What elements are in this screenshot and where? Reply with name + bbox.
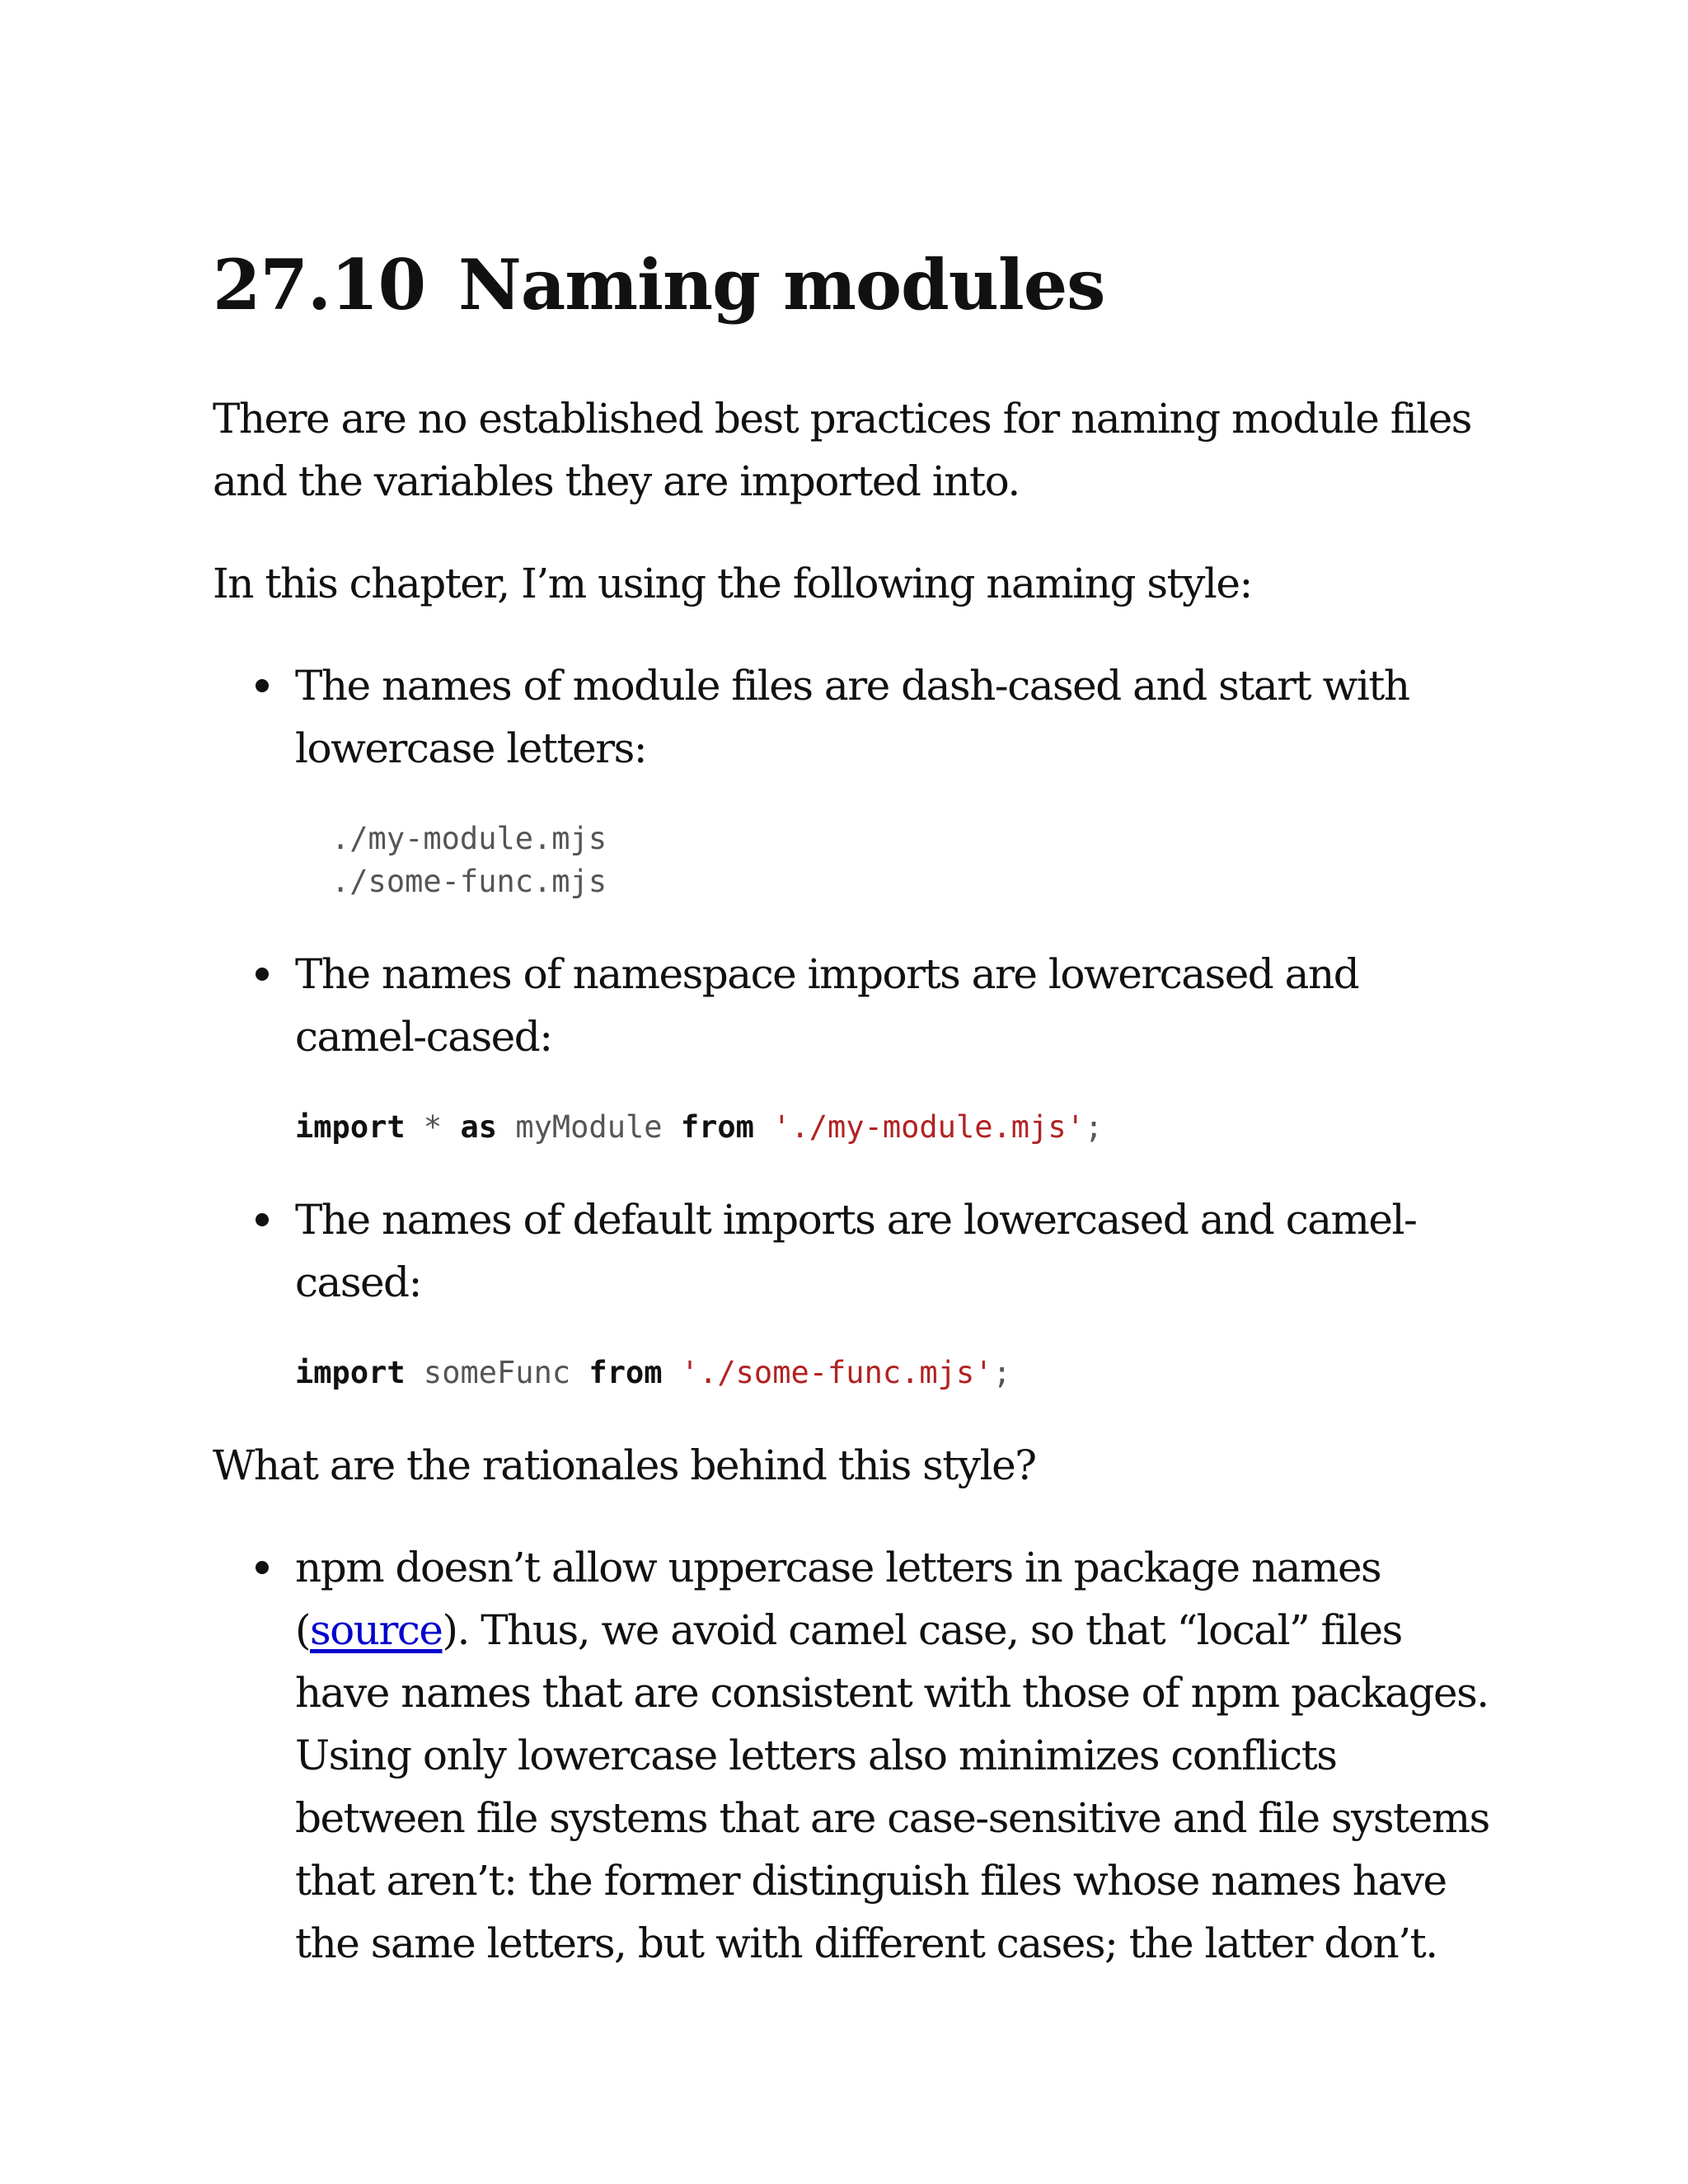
- code-identifier: someFunc: [405, 1355, 589, 1391]
- code-string: './my-module.mjs': [772, 1109, 1085, 1146]
- list-item: [213, 1536, 1498, 1975]
- code-space: [663, 1355, 681, 1390]
- code-operator: *: [405, 1109, 461, 1146]
- list-item: [213, 943, 1498, 1149]
- bullet-icon: [256, 968, 269, 981]
- source-link[interactable]: source: [310, 1606, 443, 1655]
- list-item: [213, 1188, 1498, 1394]
- code-keyword: import: [295, 1355, 406, 1391]
- code-punctuation: ;: [1084, 1109, 1104, 1146]
- code-line: ./some-func.mjs: [331, 864, 607, 900]
- bullet-icon: [256, 1213, 269, 1226]
- code-keyword: from: [588, 1355, 663, 1391]
- rationale-text-before-link: npm doesn’t allow uppercase letters in package names (: [295, 1544, 1381, 1655]
- code-keyword: as: [460, 1109, 498, 1146]
- document-page: [213, 244, 1498, 1975]
- bullet-icon: [256, 1561, 269, 1574]
- code-keyword: import: [295, 1109, 406, 1146]
- rationale-text-after-link: ). Thus, we avoid camel case, so that “local” files have names that are consistent with those of npm packages. Using only lowercase letters also minimizes conflicts between file systems that are case-sensitive and file systems that aren’t: the former distinguish files whose names have the same letters, but with different cases; the latter don’t.: [295, 1606, 1489, 1968]
- bullet-icon: [256, 679, 269, 692]
- code-block-default-import: [295, 1352, 1498, 1394]
- style-intro-paragraph: In this chapter, I’m using the following naming style:: [213, 560, 1252, 608]
- rule-text: The names of default imports are lowercased and camel-cased:: [295, 1196, 1417, 1307]
- rationales-list: [213, 1536, 1498, 1975]
- list-item: [213, 654, 1498, 903]
- rule-text: The names of module files are dash-cased and start with lowercase letters:: [295, 662, 1409, 773]
- section-heading: [213, 244, 1498, 326]
- code-space: [754, 1109, 772, 1145]
- code-identifier: myModule: [497, 1109, 681, 1146]
- code-keyword: from: [680, 1109, 754, 1146]
- code-line: ./my-module.mjs: [331, 821, 607, 857]
- code-block-namespace-import: [295, 1106, 1498, 1149]
- intro-paragraph: There are no established best practices for naming module files and the variables they are imported into.: [213, 395, 1471, 506]
- naming-rules-list: [213, 654, 1498, 1394]
- section-number: 27.10: [213, 244, 426, 326]
- code-string: './some-func.mjs': [680, 1355, 993, 1391]
- code-punctuation: ;: [992, 1355, 1011, 1391]
- code-block-filenames: [295, 818, 1498, 903]
- rationale-question: What are the rationales behind this style?: [213, 1441, 1036, 1490]
- section-title: Naming modules: [458, 244, 1105, 326]
- rule-text: The names of namespace imports are lowercased and camel-cased:: [295, 950, 1359, 1062]
